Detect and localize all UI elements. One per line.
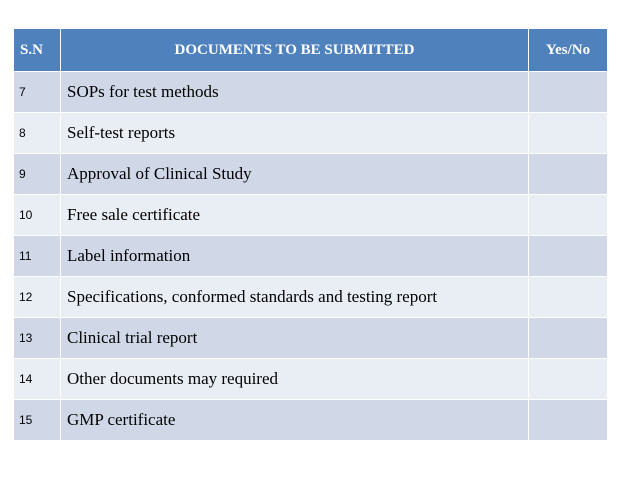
row-yes-no (529, 195, 608, 236)
header-yes-no: Yes/No (529, 29, 608, 72)
row-yes-no (529, 359, 608, 400)
table-row (14, 195, 608, 236)
table-row (14, 72, 608, 113)
row-document: GMP certificate (61, 400, 529, 441)
header-documents: DOCUMENTS TO BE SUBMITTED (61, 29, 529, 72)
table-row (14, 359, 608, 400)
table-row (14, 400, 608, 441)
row-sn: 14 (14, 359, 61, 400)
row-document: Approval of Clinical Study (61, 154, 529, 195)
table-row (14, 318, 608, 359)
row-yes-no (529, 400, 608, 441)
row-document: Other documents may required (61, 359, 529, 400)
row-yes-no (529, 277, 608, 318)
row-document: SOPs for test methods (61, 72, 529, 113)
row-document: Free sale certificate (61, 195, 529, 236)
row-yes-no (529, 72, 608, 113)
row-sn: 12 (14, 277, 61, 318)
documents-table (13, 28, 608, 441)
table-row (14, 154, 608, 195)
row-sn: 11 (14, 236, 61, 277)
table-row (14, 277, 608, 318)
row-sn: 7 (14, 72, 61, 113)
row-sn: 10 (14, 195, 61, 236)
row-sn: 13 (14, 318, 61, 359)
row-yes-no (529, 318, 608, 359)
row-document: Label information (61, 236, 529, 277)
row-yes-no (529, 236, 608, 277)
header-sn: S.N (14, 29, 61, 72)
table-header-row (14, 29, 608, 72)
table-row (14, 236, 608, 277)
row-yes-no (529, 113, 608, 154)
row-sn: 8 (14, 113, 61, 154)
row-document: Specifications, conformed standards and testing report (61, 277, 529, 318)
row-yes-no (529, 154, 608, 195)
row-sn: 15 (14, 400, 61, 441)
row-document: Clinical trial report (61, 318, 529, 359)
table-row (14, 113, 608, 154)
row-sn: 9 (14, 154, 61, 195)
row-document: Self-test reports (61, 113, 529, 154)
